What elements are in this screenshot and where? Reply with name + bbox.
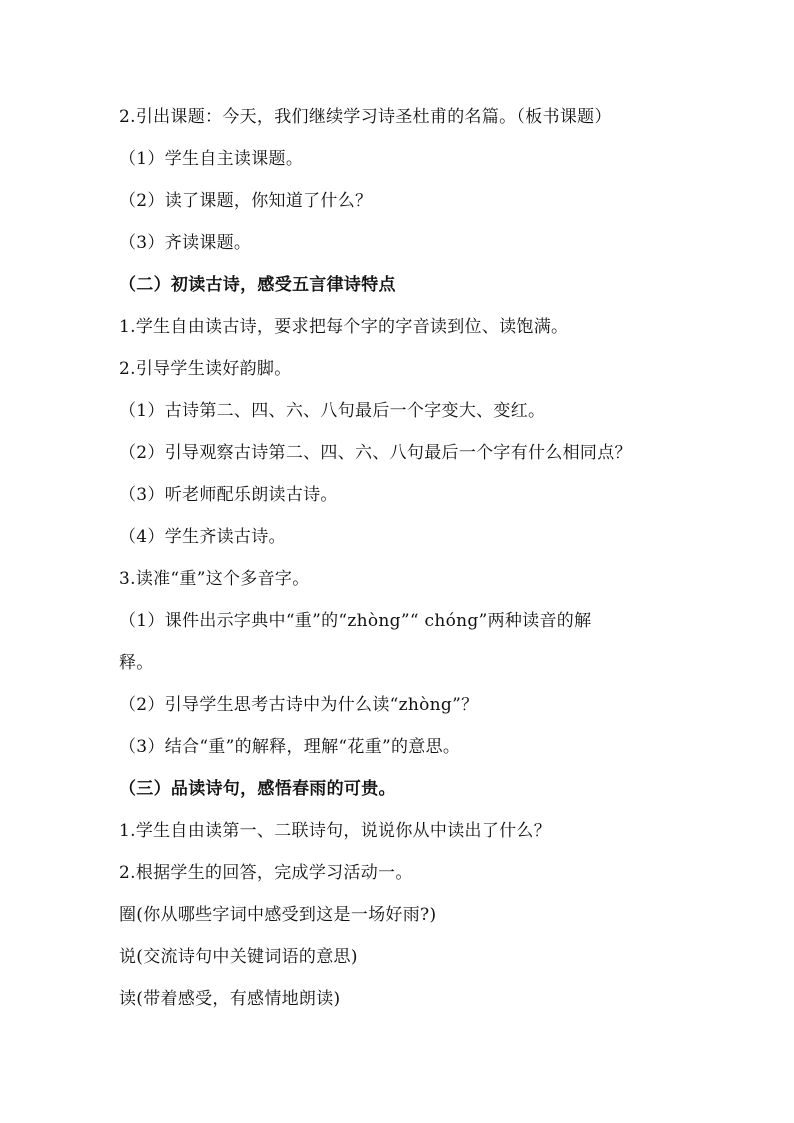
section-heading-savor-lines: （三）品读诗句，感悟春雨的可贵。 (119, 779, 396, 799)
text-line-circle-words: 圈(你从哪些字词中感受到这是一场好雨?) (119, 905, 437, 925)
text-line-dictionary-readings-cont: 释。 (119, 653, 154, 673)
text-line-understand-huazhong: （3）结合“重”的解释，理解“花重”的意思。 (119, 737, 461, 757)
section-heading-first-reading: （二）初读古诗，感受五言律诗特点 (119, 275, 396, 295)
text-line-rhyme-guidance: 2.引导学生读好韵脚。 (119, 359, 292, 379)
text-line-what-you-know: （2）读了课题，你知道了什么？ (119, 191, 373, 211)
text-line-read-couplets: 1.学生自由读第一、二联诗句，说说你从中读出了什么？ (119, 821, 552, 841)
text-line-lesson-title-intro: 2.引出课题：今天，我们继续学习诗圣杜甫的名篇。（板书课题） (119, 107, 612, 127)
text-line-students-recital: （4）学生齐读古诗。 (119, 527, 286, 547)
text-line-free-reading: 1.学生自由读古诗，要求把每个字的字音读到位、读饱满。 (119, 317, 569, 337)
text-line-why-zhong: （2）引导学生思考古诗中为什么读“zhòng”？ (119, 695, 479, 715)
text-line-discuss-meaning: 说(交流诗句中关键词语的意思) (119, 947, 358, 967)
text-line-dictionary-readings: （1）课件出示字典中“重”的“zhòng”“ chóng”两种读音的解 (119, 611, 592, 631)
text-line-read-title-self: （1）学生自主读课题。 (119, 149, 304, 169)
text-line-read-with-feeling: 读(带着感受，有感情地朗读) (119, 989, 341, 1009)
text-line-polyphonic-char: 3.读准“重”这个多音字。 (119, 569, 310, 589)
text-line-activity-one: 2.根据学生的回答，完成学习活动一。 (119, 863, 413, 883)
text-line-read-title-together: （3）齐读课题。 (119, 233, 252, 253)
text-line-teacher-recital: （3）听老师配乐朗读古诗。 (119, 485, 338, 505)
text-line-observe-similarity: （2）引导观察古诗第二、四、六、八句最后一个字有什么相同点？ (119, 443, 632, 463)
text-line-last-chars-highlight: （1）古诗第二、四、六、八句最后一个字变大、变红。 (119, 401, 546, 421)
